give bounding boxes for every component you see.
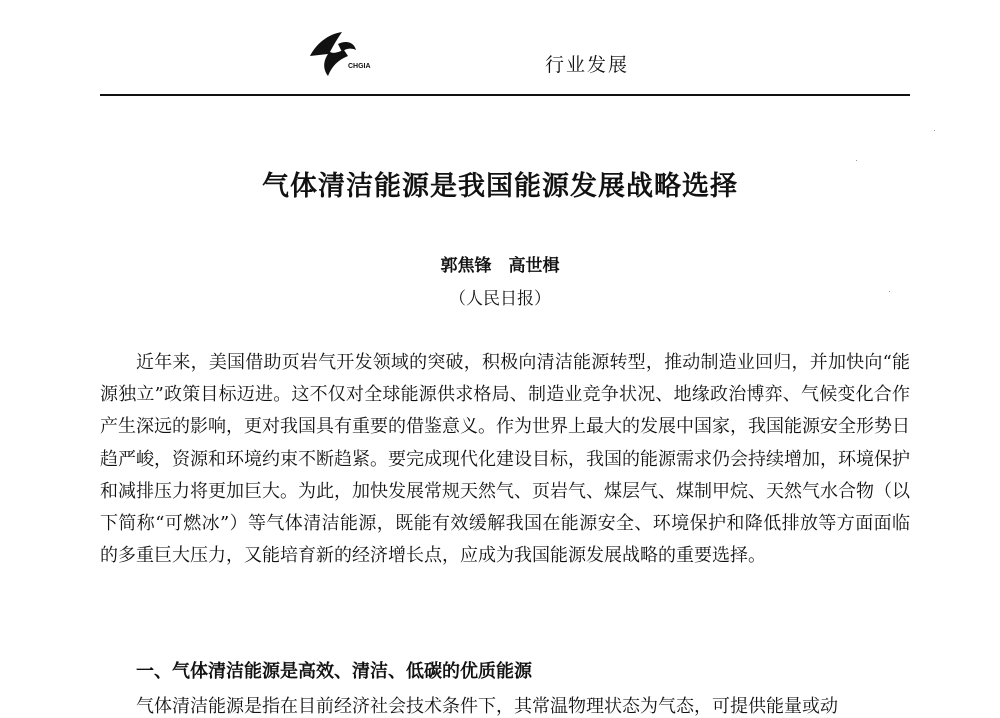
header-rule xyxy=(100,94,910,96)
scan-speck xyxy=(934,130,935,131)
article-authors: 郭焦锋 高世楫 xyxy=(440,256,560,276)
page-header xyxy=(100,28,910,96)
scan-speck xyxy=(856,160,857,161)
body-paragraph-continued: 气体清洁能源是指在目前经济社会技术条件下，其常温物理状态为气态，可提供能量或动 xyxy=(136,696,838,717)
scan-speck xyxy=(889,291,890,292)
section-heading: 一、气体清洁能源是高效、清洁、低碳的优质能源 xyxy=(136,661,532,682)
article-title: 气体清洁能源是我国能源发展战略选择 xyxy=(262,171,738,202)
chgia-logo xyxy=(308,30,378,80)
logo-mark-icon xyxy=(308,30,378,80)
section-label: 行业发展 xyxy=(545,54,630,76)
body-paragraph: 近年来，美国借助页岩气开发领域的突破，积极向清洁能源转型，推动制造业回归，并加快向“能源独立”政策目标迈进。这不仅对全球能源供求格局、制造业竞争状况、地缘政治博弈、气候变化合作产生深远的影响，更对我国具有重要的借鉴意义。作为世界上最大的发展中国家，我国能源安全形势日趋严峻，资源和环境约束不断趋紧。要完成现代化建设目标，我国的能源需求仍会持续增加，环境保护和减排压力将更加巨大。为此，加快发展常规天然气、页岩气、煤层气、煤制甲烷、天然气水合物（以下简称“可燃冰”）等气体清洁能源，既能有效缓解我国在能源安全、环境保护和降低排放等方面面临的多重巨大压力，又能培育新的经济增长点，应成为我国能源发展战略的重要选择。 xyxy=(100,352,910,567)
logo-text: CHGIA xyxy=(348,63,371,70)
article-source: （人民日报） xyxy=(449,289,551,309)
